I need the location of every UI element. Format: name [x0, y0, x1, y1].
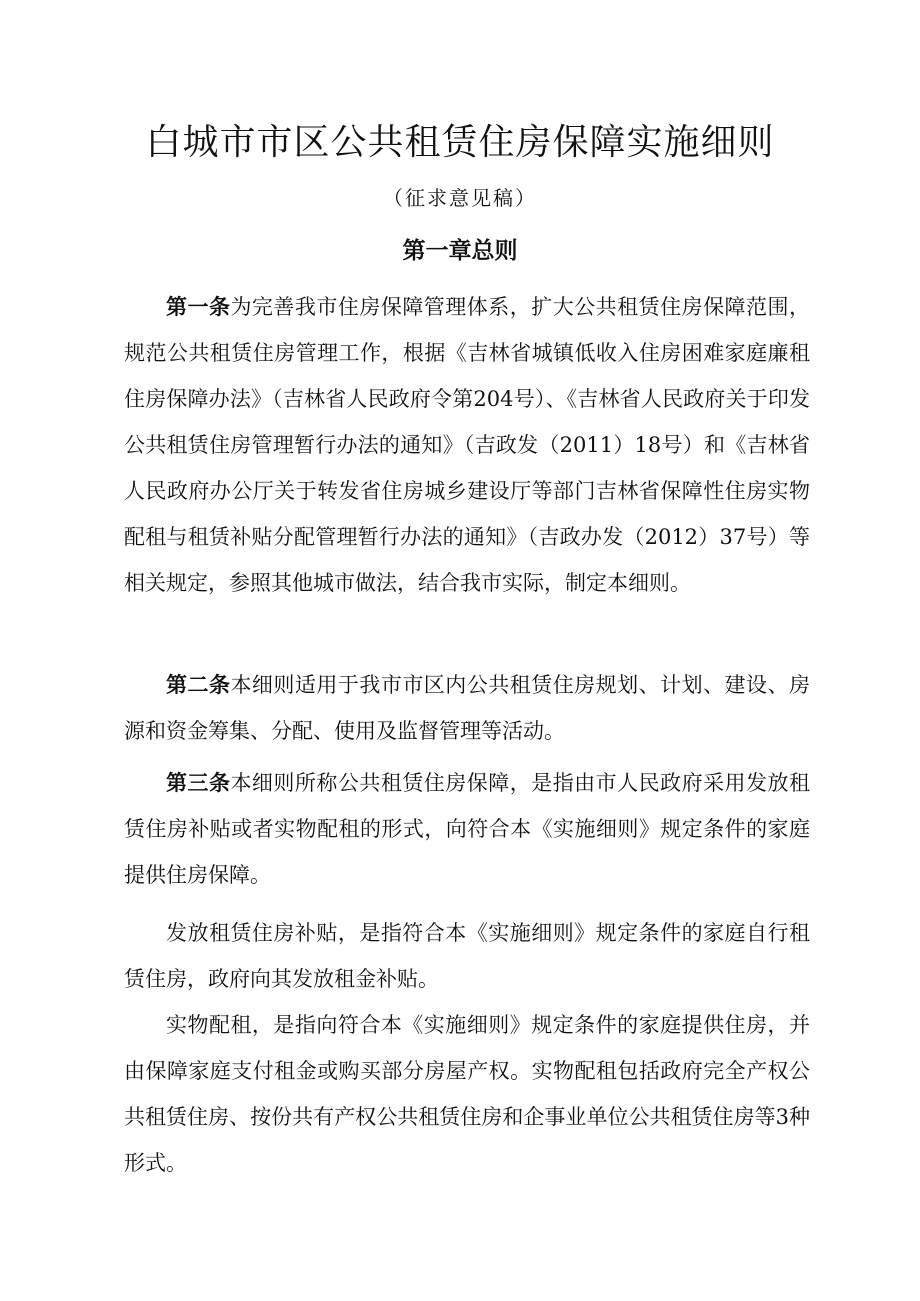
article-3-label: 第三条	[166, 771, 231, 795]
rental-subsidy-paragraph	[124, 910, 810, 1002]
article-2-paragraph	[124, 662, 810, 754]
physical-allocation-text: 实物配租，是指向符合本《实施细则》规定条件的家庭提供住房，并由保障家庭支付租金或购买部分房屋产权。实物配租包括政府完全产权公共租赁住房、按份共有产权公共租赁住房和企事业单位公共租赁住房等3种形式。	[124, 1013, 810, 1175]
article-3-text: 本细则所称公共租赁住房保障，是指由市人民政府采用发放租赁住房补贴或者实物配租的形式，向符合本《实施细则》规定条件的家庭提供住房保障。	[124, 771, 811, 887]
article-1-text: 为完善我市住房保障管理体系，扩大公共租赁住房保障范围，规范公共租赁住房管理工作，根据《吉林省城镇低收入住房困难家庭廉租住房保障办法》（吉林省人民政府令第204号）、《吉林省人民政府关于印发公共租赁住房管理暂行办法的通知》（吉政发（2011）18号）和《吉林省人民政府办公厅关于转发省住房城乡建设厅等部门吉林省保障性住房实物配租与租赁补贴分配管理暂行办法的通知》（吉政办发（2012）37号）等相关规定，参照其他城市做法，结合我市实际，制定本细则。	[124, 295, 811, 595]
article-1-paragraph	[124, 284, 810, 606]
article-2-text: 本细则适用于我市市区内公共租赁住房规划、计划、建设、房源和资金筹集、分配、使用及监督管理等活动。	[124, 673, 811, 743]
rental-subsidy-text: 发放租赁住房补贴，是指符合本《实施细则》规定条件的家庭自行租赁住房，政府向其发放租金补贴。	[124, 921, 810, 991]
chapter-heading: 第一章总则	[402, 238, 518, 264]
document-subtitle: （征求意见稿）	[383, 186, 537, 210]
article-3-paragraph	[124, 760, 810, 898]
article-2-label: 第二条	[166, 673, 231, 697]
physical-allocation-paragraph	[124, 1002, 810, 1186]
document-title: 白城市市区公共租赁住房保障实施细则	[145, 122, 775, 163]
article-1-label: 第一条	[166, 295, 231, 319]
